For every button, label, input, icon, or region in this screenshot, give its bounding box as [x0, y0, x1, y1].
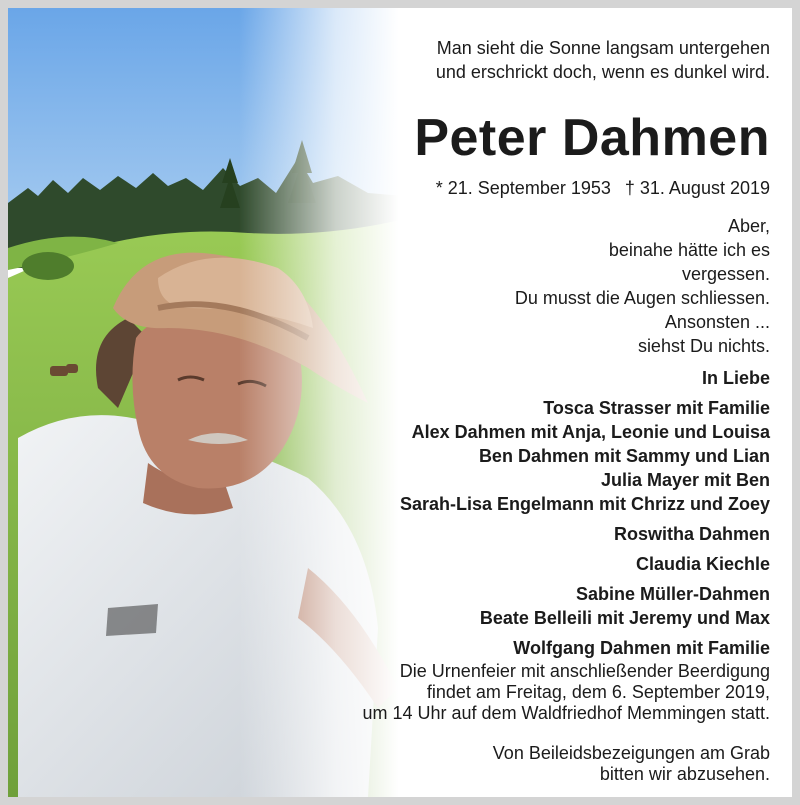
- mourner-name: Beate Belleili mit Jeremy und Max: [479, 608, 770, 628]
- mourner-name: Sabine Müller-Dahmen: [575, 584, 770, 604]
- life-dates: [436, 176, 770, 200]
- mourner-name: Sarah-Lisa Engelmann mit Chrizz und Zoey: [399, 494, 770, 514]
- poem-line: Ansonsten ...: [664, 312, 770, 332]
- mourner-name: Alex Dahmen mit Anja, Leonie und Louisa: [411, 422, 770, 442]
- condolence-notice: [493, 743, 770, 785]
- poem-block: [515, 214, 770, 358]
- notice-line: Von Beileidsbezeigungen am Grab: [492, 743, 770, 763]
- verse-line: Man sieht die Sonne langsam untergehen: [436, 38, 770, 58]
- mourners-intro: In Liebe: [701, 368, 770, 388]
- ceremony-block: [362, 661, 770, 724]
- poem-line: beinahe hätte ich es: [608, 240, 770, 260]
- ceremony-line: findet am Freitag, dem 6. September 2019,: [426, 682, 770, 702]
- mourner-name: Roswitha Dahmen: [613, 524, 770, 544]
- birth-date: * 21. September 1953: [435, 178, 611, 198]
- ceremony-line: Die Urnenfeier mit anschließender Beerdigung: [399, 661, 770, 681]
- mourner-name: Ben Dahmen mit Sammy und Lian: [478, 446, 770, 466]
- verse-block: [436, 36, 770, 84]
- mourners-block: [400, 366, 770, 660]
- notice-line: bitten wir abzusehen.: [599, 764, 770, 784]
- poem-line: Aber,: [727, 216, 770, 236]
- mourner-name: Wolfgang Dahmen mit Familie: [513, 638, 770, 658]
- death-date: † 31. August 2019: [624, 178, 770, 198]
- poem-line: siehst Du nichts.: [637, 336, 770, 356]
- ceremony-line: um 14 Uhr auf dem Waldfriedhof Memmingen statt.: [362, 703, 770, 723]
- poem-line: Du musst die Augen schliessen.: [514, 288, 770, 308]
- mourner-name: Julia Mayer mit Ben: [600, 470, 770, 490]
- deceased-name: Peter Dahmen: [414, 109, 770, 167]
- poem-line: vergessen.: [681, 264, 770, 284]
- verse-line: und erschrickt doch, wenn es dunkel wird.: [435, 62, 770, 82]
- mourner-name: Claudia Kiechle: [635, 554, 770, 574]
- mourner-name: Tosca Strasser mit Familie: [543, 398, 770, 418]
